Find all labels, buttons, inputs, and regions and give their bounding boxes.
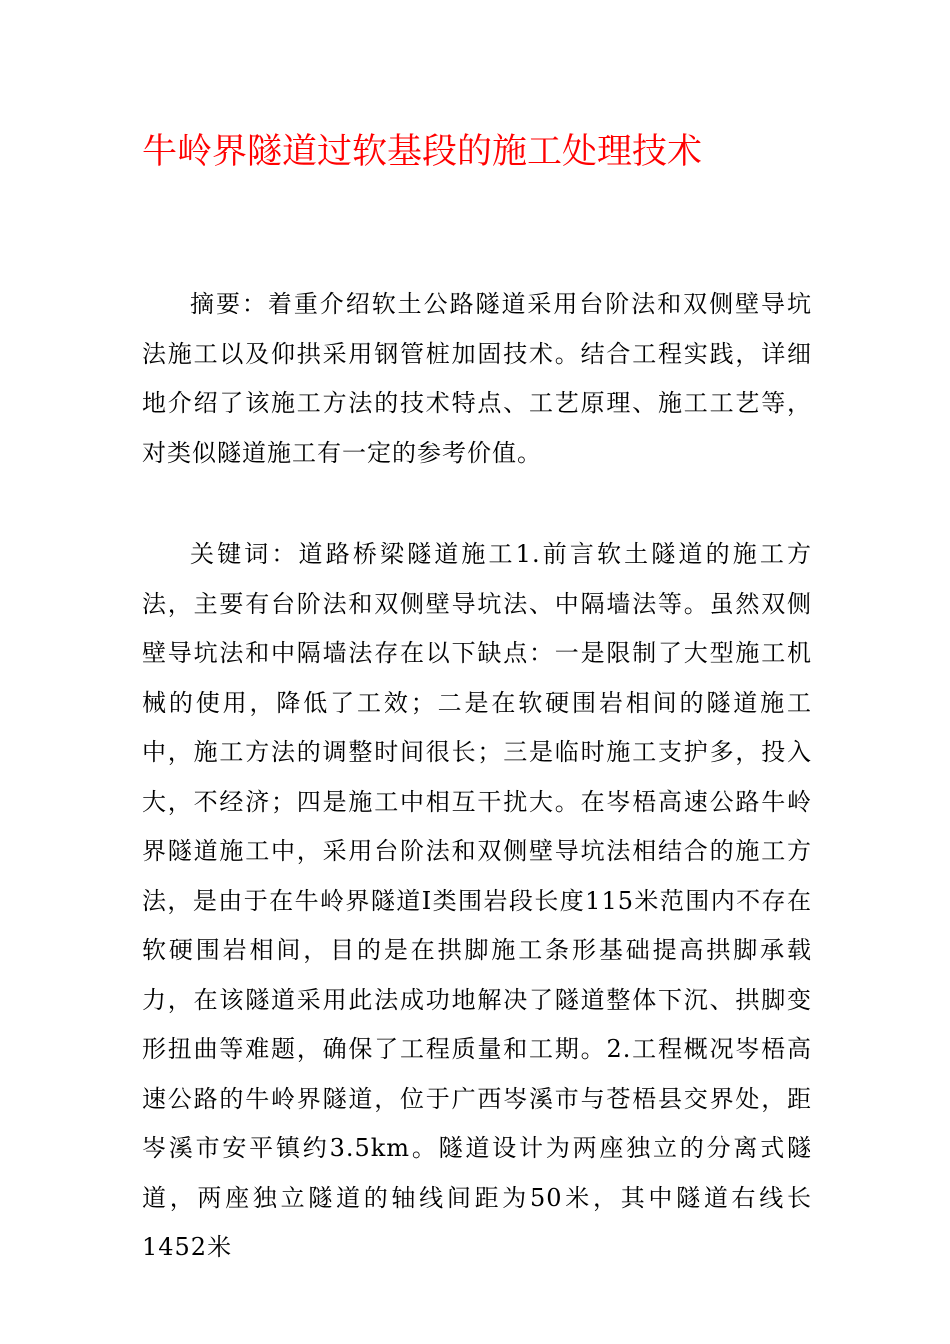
body-paragraph: 关键词：道路桥梁隧道施工1.前言软土隧道的施工方法，主要有台阶法和双侧壁导坑法、中隔墙法等。虽然双侧壁导坑法和中隔墙法存在以下缺点：一是限制了大型施工机械的使用，降低了工效；二是在软硬围岩相间的隧道施工中，施工方法的调整时间很长；三是临时施工支护多，投入大，不经济；四是施工中相互干扰大。在岑梧高速公路牛岭界隧道施工中，采用台阶法和双侧壁导坑法相结合的施工方法，是由于在牛岭界隧道Ⅰ类围岩段长度115米范围内不存在软硬围岩相间，目的是在拱脚施工条形基础提高拱脚承载力，在该隧道采用此法成功地解决了隧道整体下沉、拱脚变形扭曲等难题，确保了工程质量和工期。2.工程概况岑梧高速公路的牛岭界隧道，位于广西岑溪市与苍梧县交界处，距岑溪市安平镇约3.5km。隧道设计为两座独立的分离式隧道，两座独立隧道的轴线间距为50米，其中隧道右线长1452米 <box>142 540 812 1261</box>
document-title: 牛岭界隧道过软基段的施工处理技术 <box>142 132 703 172</box>
abstract-paragraph: 摘要：着重介绍软土公路隧道采用台阶法和双侧壁导坑法施工以及仰拱采用钢管桩加固技术。结合工程实践，详细地介绍了该施工方法的技术特点、工艺原理、施工工艺等，对类似隧道施工有一定的参考价值。 <box>142 290 812 467</box>
